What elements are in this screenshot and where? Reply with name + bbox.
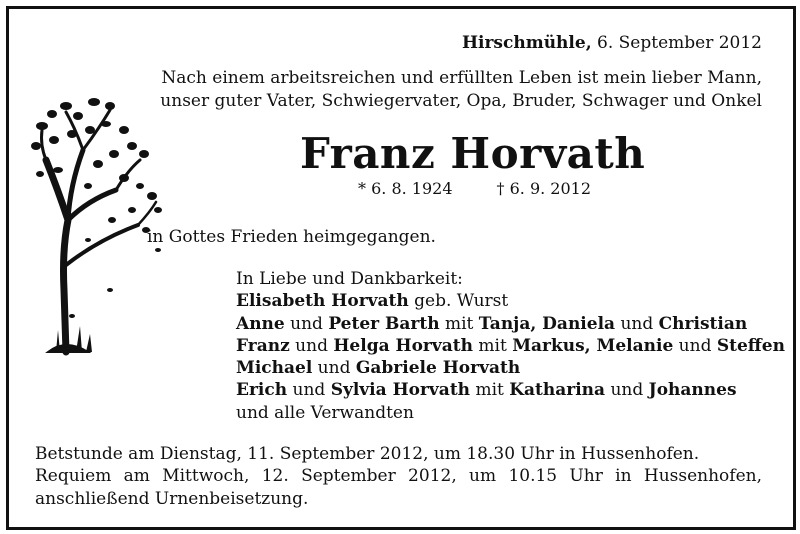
- mourner-text: Tanja, Daniela: [478, 313, 616, 334]
- mourner-line: [236, 402, 785, 424]
- mourner-text: Markus, Melanie: [512, 335, 674, 356]
- mourner-text: und: [312, 358, 356, 379]
- mourner-text: Katharina: [509, 380, 606, 401]
- footer-line-1: Betstunde am Dienstag, 11. September 2012, um 18.30 Uhr in Hussenhofen.: [35, 444, 700, 464]
- mourners-list: [236, 268, 785, 424]
- footer-line-3: anschließend Urnenbeisetzung.: [35, 489, 309, 509]
- mourner-text: Christian: [658, 313, 748, 334]
- mourner-text: mit: [439, 313, 479, 334]
- mourner-line: [236, 313, 785, 335]
- mourner-text: Erich: [236, 380, 288, 401]
- mourner-text: und alle Verwandten: [236, 402, 414, 423]
- place-date-line: [462, 32, 762, 54]
- mourner-text: und: [287, 380, 331, 401]
- mourner-text: Franz: [236, 335, 290, 356]
- birth-date: * 6. 8. 1924: [358, 179, 453, 198]
- mourner-text: Peter Barth: [328, 313, 440, 334]
- place: Hirschmühle,: [461, 33, 592, 53]
- mourner-text: und: [615, 313, 659, 334]
- mourner-text: Sylvia Horvath: [330, 380, 471, 401]
- mourner-text: Anne: [236, 313, 285, 334]
- mourner-text: Johannes: [648, 380, 737, 401]
- mourner-text: In Liebe und Dankbarkeit:: [236, 269, 463, 289]
- mourner-text: mit: [470, 380, 510, 401]
- life-dates: [358, 178, 591, 200]
- date: 6. September 2012: [597, 33, 762, 53]
- mourner-text: und: [284, 313, 329, 334]
- mourner-text: Helga Horvath: [333, 335, 473, 356]
- mourner-line: [236, 357, 785, 379]
- tree-illustration: [28, 90, 168, 360]
- mourner-text: und: [673, 335, 717, 356]
- mourner-text: Michael: [236, 358, 313, 379]
- mourner-line: [236, 379, 785, 401]
- mourner-line: [236, 335, 785, 357]
- mourner-text: mit: [472, 335, 513, 356]
- mourner-text: Steffen: [716, 335, 785, 356]
- mourner-text: Elisabeth Horvath: [236, 291, 409, 312]
- deceased-name: Franz Horvath: [300, 129, 646, 178]
- mourner-text: Gabriele Horvath: [355, 358, 521, 379]
- passing-text: in Gottes Frieden heimgegangen.: [147, 227, 436, 247]
- intro-line-1: Nach einem arbeitsreichen und erfüllten Leben ist mein lieber Mann,: [161, 68, 762, 88]
- mourner-line: [236, 290, 785, 312]
- mourner-line: [236, 268, 785, 290]
- mourner-text: und: [289, 335, 334, 356]
- mourner-text: geb. Wurst: [408, 291, 509, 312]
- death-date: † 6. 9. 2012: [496, 179, 592, 198]
- mourner-text: und: [605, 380, 649, 401]
- intro-line-2: unser guter Vater, Schwiegervater, Opa, Bruder, Schwager und Onkel: [160, 91, 762, 111]
- footer-line-2: Requiem am Mittwoch, 12. September 2012, um 10.15 Uhr in Hussenhofen,: [35, 466, 762, 486]
